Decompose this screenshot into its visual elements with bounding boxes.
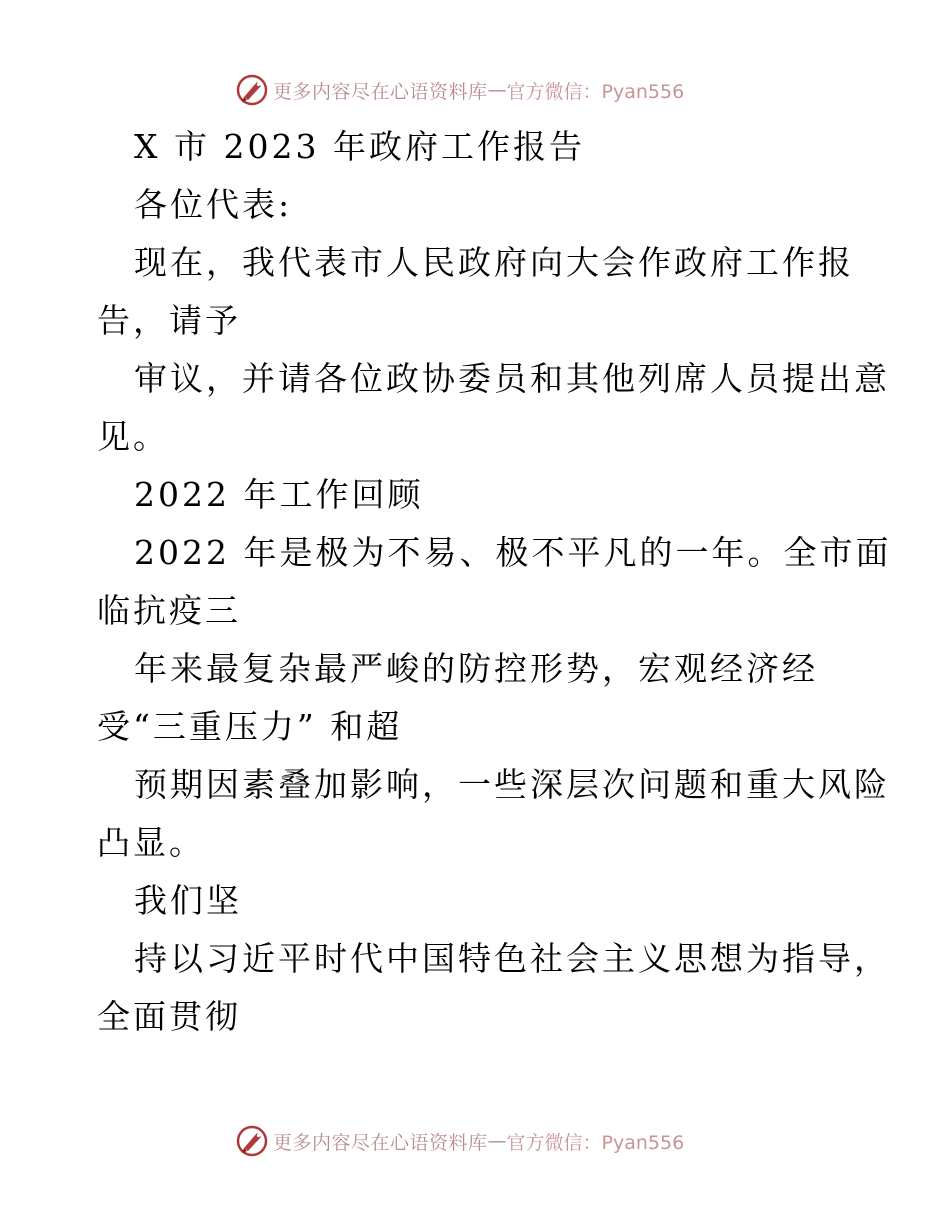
paragraph-line: 我们坚 bbox=[134, 881, 242, 920]
paragraph-line: 凸显。 bbox=[97, 823, 205, 862]
watermark-text: 更多内容尽在心语资料库 bbox=[273, 80, 488, 103]
watermark-dash: — bbox=[487, 79, 507, 101]
paragraph-line: 审议，并请各位政协委员和其他列席人员提出意 bbox=[134, 359, 890, 398]
watermark-text: 更多内容尽在心语资料库 bbox=[273, 1131, 488, 1154]
paragraph-line: 告，请予 bbox=[97, 301, 241, 340]
watermark-dash: — bbox=[487, 1130, 507, 1152]
paragraph-line: 预期因素叠加影响，一些深层次问题和重大风险 bbox=[134, 765, 890, 804]
section-heading: 2022 年工作回顾 bbox=[134, 475, 424, 514]
paragraph-line: 临抗疫三 bbox=[97, 591, 241, 630]
paragraph-line: 全面贯彻 bbox=[97, 997, 241, 1036]
paragraph-line: 年来最复杂最严峻的防控形势，宏观经济经 bbox=[134, 649, 818, 688]
watermark-account: 官方微信：Pyan556 bbox=[506, 80, 685, 103]
document-title: X 市 2023 年政府工作报告 bbox=[134, 127, 585, 166]
salutation: 各位代表: bbox=[134, 185, 293, 224]
paragraph-line: 见。 bbox=[97, 417, 169, 456]
header-watermark bbox=[235, 72, 684, 108]
paragraph-line: 持以习近平时代中国特色社会主义思想为指导， bbox=[134, 939, 890, 978]
watermark-account: 官方微信：Pyan556 bbox=[506, 1131, 685, 1154]
paragraph-line: 受“三重压力” 和超 bbox=[97, 707, 403, 746]
pen-nib-logo-icon bbox=[235, 1124, 269, 1158]
pen-nib-logo-icon bbox=[235, 73, 269, 107]
footer-watermark bbox=[235, 1123, 684, 1159]
paragraph-line: 2022 年是极为不易、极不平凡的一年。全市面 bbox=[134, 533, 892, 572]
paragraph-line: 现在，我代表市人民政府向大会作政府工作报 bbox=[134, 243, 854, 282]
